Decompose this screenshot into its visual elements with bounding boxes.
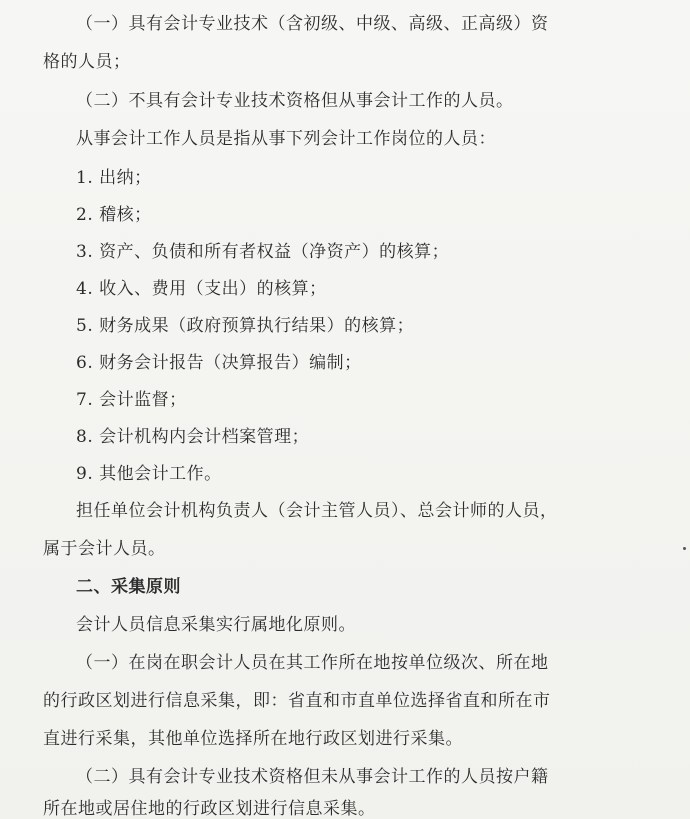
list-item-other: 9. 其他会计工作。 xyxy=(76,464,222,484)
list-item-audit: 2. 稽核； xyxy=(76,205,152,225)
section-heading-collection-principles: 二、采集原则 xyxy=(76,577,181,597)
paragraph-qualification-holders: （一）具有会计专业技术（含初级、中级、高级、正高级）资 xyxy=(76,14,549,34)
paragraph-chief-accountant-cont: 属于会计人员。 xyxy=(43,539,166,559)
list-item-assets-accounting: 3. 资产、负债和所有者权益（净资产）的核算； xyxy=(76,242,450,262)
list-item-supervision: 7. 会计监督； xyxy=(76,390,187,410)
paragraph-qualified-not-employed: （二）具有会计专业技术资格但未从事会计工作的人员按户籍 xyxy=(76,767,549,787)
list-item-financial-reports: 6. 财务会计报告（决算报告）编制； xyxy=(76,353,362,373)
list-item-archives: 8. 会计机构内会计档案管理； xyxy=(76,427,310,447)
list-item-financial-results: 5. 财务成果（政府预算执行结果）的核算； xyxy=(76,316,415,336)
paragraph-non-qualified-staff: （二）不具有会计专业技术资格但从事会计工作的人员。 xyxy=(76,91,514,111)
paragraph-qualified-not-employed-cont: 所在地或居住地的行政区划进行信息采集。 xyxy=(43,799,376,819)
scan-speck xyxy=(683,547,686,550)
paragraph-positions-intro: 从事会计工作人员是指从事下列会计工作岗位的人员： xyxy=(76,129,496,149)
paragraph-qualification-holders-cont: 格的人员； xyxy=(43,52,131,72)
paragraph-employed-staff-cont-2: 直进行采集，其他单位选择所在地行政区划进行采集。 xyxy=(43,729,463,749)
paragraph-employed-staff-cont-1: 的行政区划进行信息采集，即：省直和市直单位选择省直和所在市 xyxy=(43,691,551,711)
list-item-income-expense: 4. 收入、费用（支出）的核算； xyxy=(76,279,327,299)
list-item-cashier: 1. 出纳； xyxy=(76,168,152,188)
paragraph-chief-accountant: 担任单位会计机构负责人（会计主管人员）、总会计师的人员， xyxy=(76,501,558,521)
paragraph-employed-staff: （一）在岗在职会计人员在其工作所在地按单位级次、所在地 xyxy=(76,653,549,673)
paragraph-localization-principle: 会计人员信息采集实行属地化原则。 xyxy=(76,615,356,635)
